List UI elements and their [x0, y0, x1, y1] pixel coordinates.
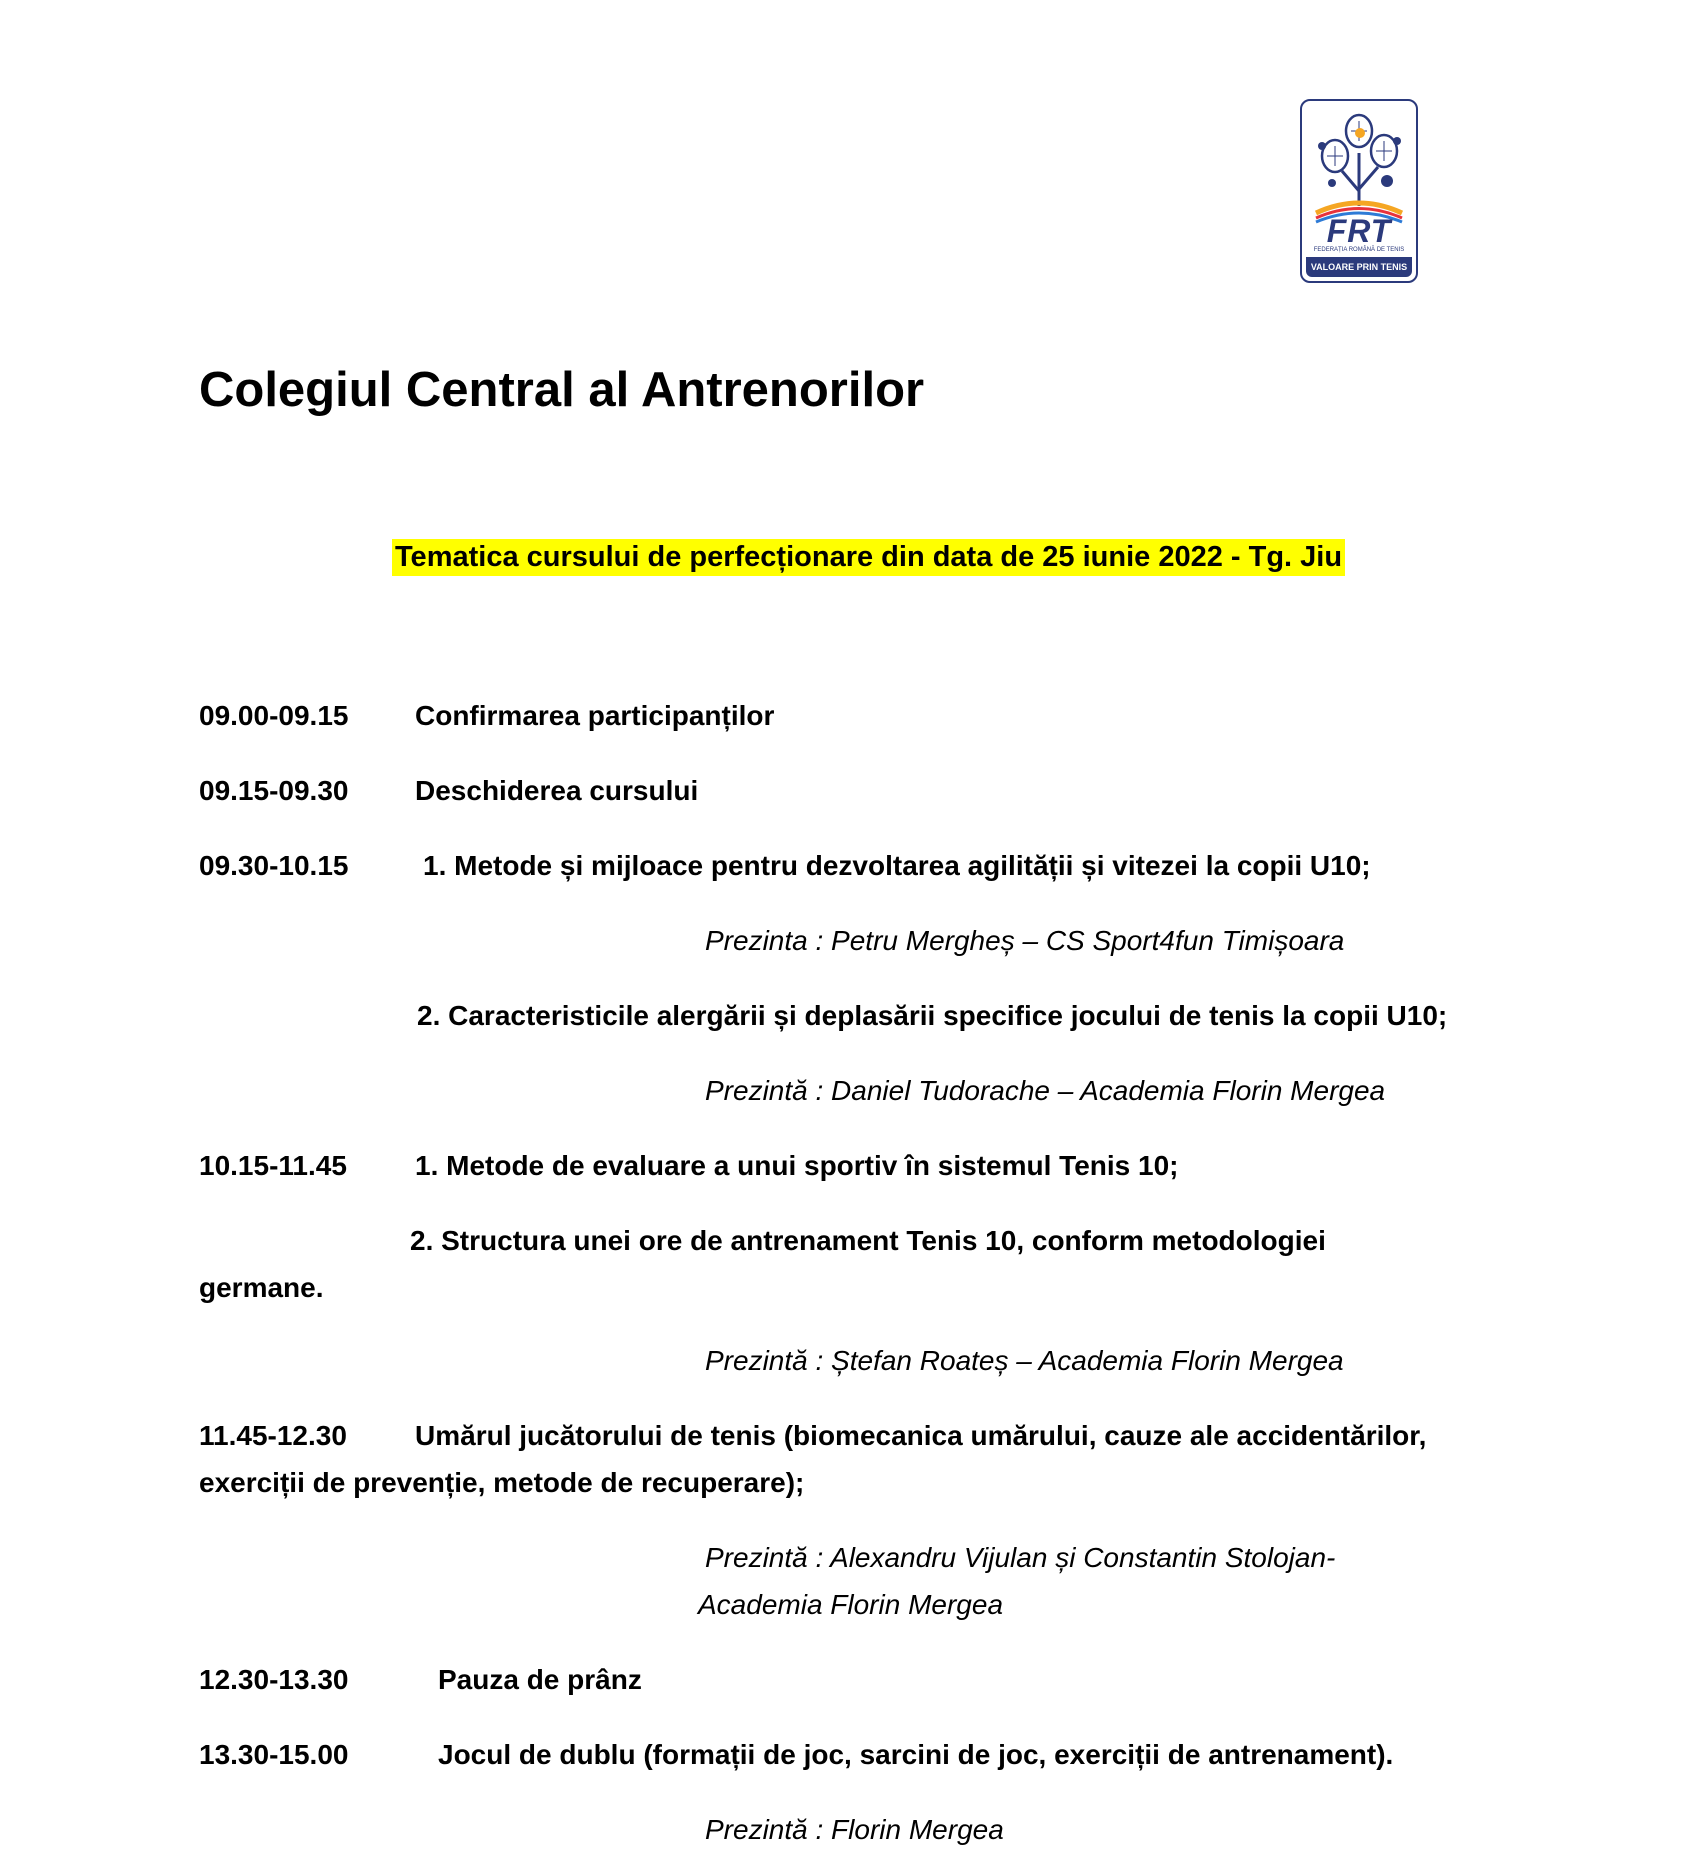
frt-logo: [1300, 99, 1418, 283]
time-slot-3: 09.30-10.15: [199, 850, 349, 881]
page-title: Colegiul Central al Antrenorilor: [199, 363, 925, 417]
time-slot-6: 12.30-13.30: [199, 1664, 349, 1695]
activity-2: Deschiderea cursului: [415, 775, 699, 806]
logo-tree-icon: [1302, 101, 1416, 281]
logo-frt-text: FRT: [1326, 213, 1392, 249]
logo-tagline: VALOARE PRIN TENIS: [1306, 257, 1412, 277]
activity-1: Confirmarea participanților: [415, 700, 775, 731]
activity-3-topic-2: 2. Caracteristicile alergării și deplasării specifice jocului de tenis la copii U10;: [417, 1000, 1448, 1031]
presenter-5: Prezintă : Alexandru Vijulan și Constantin Stolojan-: [705, 1542, 1336, 1573]
activity-6: Pauza de prânz: [438, 1664, 642, 1695]
course-subtitle: Tematica cursului de perfecționare din data de 25 iunie 2022 - Tg. Jiu: [392, 539, 1345, 576]
presenter-7: Prezintă : Florin Mergea: [705, 1814, 1004, 1845]
presenter-4: Prezintă : Ștefan Roateș – Academia Florin Mergea: [705, 1345, 1344, 1376]
activity-4-topic-2-cont: germane.: [199, 1272, 324, 1303]
time-slot-1: 09.00-09.15: [199, 700, 349, 731]
logo-federation-text: FEDERAȚIA ROMÂNĂ DE TENIS: [1313, 247, 1405, 253]
time-slot-5: 11.45-12.30: [199, 1420, 347, 1451]
activity-5-cont: exerciții de prevenție, metode de recuperare);: [199, 1467, 805, 1498]
activity-5: Umărul jucătorului de tenis (biomecanica umărului, cauze ale accidentărilor,: [415, 1420, 1427, 1451]
presenter-3-1: Prezinta : Petru Mergheș – CS Sport4fun Timișoara: [705, 925, 1345, 956]
presenter-3-2: Prezintă : Daniel Tudorache – Academia Florin Mergea: [705, 1075, 1386, 1106]
activity-4-topic-1: 1. Metode de evaluare a unui sportiv în sistemul Tenis 10;: [415, 1150, 1179, 1181]
time-slot-2: 09.15-09.30: [199, 775, 349, 806]
activity-7: Jocul de dublu (formații de joc, sarcini de joc, exerciții de antrenament).: [438, 1739, 1394, 1770]
presenter-5-cont: Academia Florin Mergea: [698, 1589, 1004, 1620]
time-slot-4: 10.15-11.45: [199, 1150, 347, 1181]
time-slot-7: 13.30-15.00: [199, 1739, 349, 1770]
activity-4-topic-2: 2. Structura unei ore de antrenament Tenis 10, conform metodologiei: [410, 1225, 1326, 1256]
activity-3-topic-1: 1. Metode și mijloace pentru dezvoltarea agilității și vitezei la copii U10;: [423, 850, 1371, 881]
